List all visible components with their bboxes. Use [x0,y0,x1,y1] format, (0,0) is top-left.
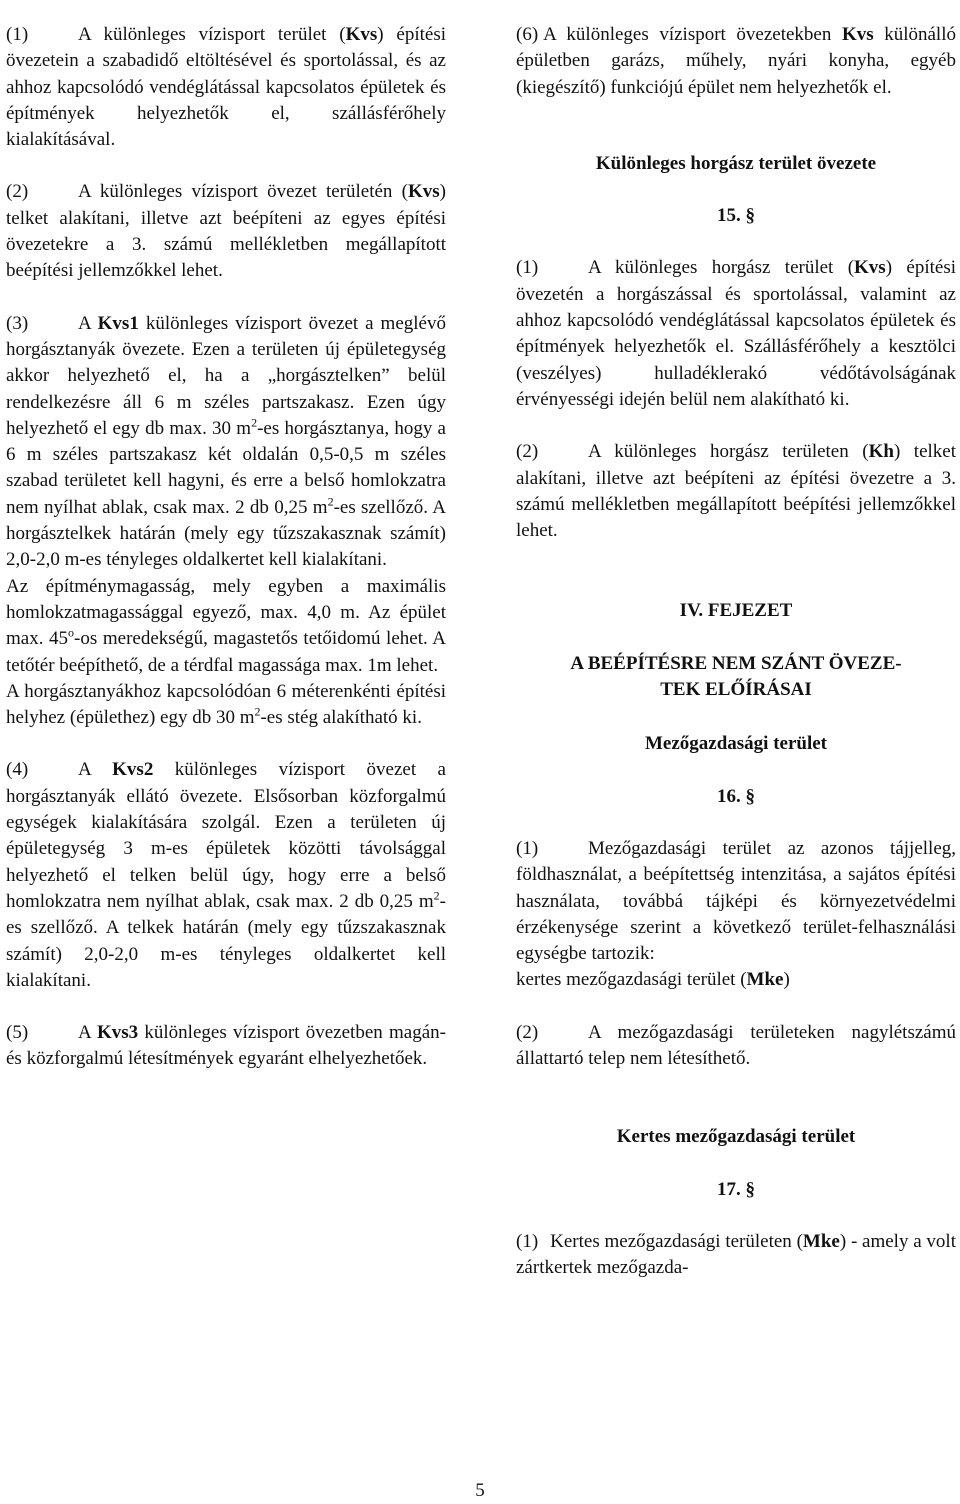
zone-code: Kvs1 [97,312,139,334]
paragraph-3: (3) A Kvs1 különleges vízisport övezet a meglévő horgásztanyák övezete. Ezen a területen új épületegység akkor helyezhető el, ha a „horgásztelken” belül rendelkezésre áll 6 m széles partszakasz. Ezen úgy helyezhető el egy db max. 30 $m^2-es$ horgásztanya, hogy a 6 m széles partszakasz két oldalán 0,5-0,5 m széles szabad területet kell hagyni, és erre a belső homlokzatra nem nyílhat ablak, csak max. 2 db 0,25 $m^2-es$ szellőző. A horgásztelkek határán (mely egy tűzszakasznak számít) 2,0-2,0 m-es tényleges oldalkertet kell kialakítani. [6,312,446,571]
section-number-15: 15. § [717,205,755,227]
page-number: 5 [475,1480,485,1501]
chapter-title-line-2: TEK ELŐÍRÁSAI [660,679,812,701]
zone-code: Kvs [407,181,440,203]
section-heading-horgasz: Különleges horgász terület övezete [595,152,877,174]
paragraph-1: (1) A különleges vízisport terület (Kvs) építési övezetein a szabadidő eltöltésével és sportolással, és az ahhoz kapcsolódó vendéglátással kapcsolatos épületek és építmények helyezhetők el, szállásférőhely kialakításával. [6,24,446,151]
zone-code: Kvs3 [96,1022,139,1044]
paragraph-number: (1) [516,257,539,279]
paragraph-3-jetty: A horgásztanyákhoz kapcsolódóan 6 méterenkénti építési helyhez (épülethez) egy db 30 $m^2-es$ stég alakítható ki. [6,680,446,729]
paragraph-number: (4) [6,759,29,781]
paragraph-number: (2) [516,441,539,463]
chapter-number: IV. FEJEZET [679,600,793,622]
paragraph-number: (1) [516,837,539,859]
paragraph-3-height: Az építménymagasság, mely egyben a maximális homlokzatmagassággal egyező, max. 4,0 m. Az épület max. 45$^o$-os meredekségű, magastetős tetőidomú lehet. A tetőtér beépíthető, de a térdfal magassága max. 1m lehet. [6,575,446,676]
horgasz-paragraph-2: (2) A különleges horgász területen (Kh) telket alakítani, illetve azt beépíteni az építési övezetre a 3. számú mellékletben megállapított beépítési jellemzőkkel lehet. [516,441,956,542]
mezo-paragraph-2: (2) A mezőgazdasági területeken nagylétszámú állattartó telep nem létesíthető. [516,1021,956,1070]
mezo-paragraph-1-unit: kertes mezőgazdasági terület (Mke) [516,969,790,991]
paragraph-number: (2) [516,1021,539,1043]
paragraph-number: (1) [6,24,29,45]
zone-code: Kvs2 [112,759,154,781]
paragraph-number: (6) [516,24,539,45]
zone-code: Mke [746,969,784,991]
paragraph-4: (4) A Kvs2 különleges vízisport övezet a horgásztanyák ellátó övezete. Elsősorban közforgalmú egységek kialakítására szolgál. Ezen a területen új épületegység 3 m-es épületek közötti távolsággal helyezhető el telken belül úgy, hogy erre a belső homlokzatra nem nyílhat ablak, csak max. 2 db 0,25 $m^2-es$ szellőző. A telkek határán (mely egy tűzszakasznak számít) 2,0-2,0 m-es tényleges oldalkertet kell kialakítani. [6,759,446,991]
paragraph-number: (1) [516,1230,539,1252]
section-number-17: 17. § [717,1178,755,1200]
zone-code: Mke [802,1230,840,1252]
kertes-paragraph-1: (1) Kertes mezőgazdasági területen (Mke) - amely a volt zártkertek mezőgazda- [516,1230,956,1279]
zone-code: Kvs [345,24,378,45]
paragraph-5: (5) A Kvs3 különleges vízisport övezetben magán- és közforgalmú létesítmények egyaránt elhelyezhetőek. [6,1022,446,1070]
right-column [516,22,956,1282]
zone-code: Kh [868,441,894,463]
zone-code: Kvs [854,257,886,279]
chapter-title-line-1: A BEÉPÍTÉSRE NEM SZÁNT ÖVEZE- [570,652,902,674]
section-heading-mezo: Mezőgazdasági terület [644,733,828,755]
paragraph-number: (3) [6,312,29,334]
horgasz-paragraph-1: (1) A különleges horgász terület (Kvs) építési övezetén a horgászással és sportolással, valamint az ahhoz kapcsolódó vendéglátással kapcsolatos épületek és építmények helyezhetők el. Szállásférőhely a kesztölci (veszélyes) hulladéklerakó védőtávolságának érvényességi idején belül nem alakítható ki. [516,257,956,410]
paragraph-number: (2) [6,181,29,203]
mezo-paragraph-1: (1) Mezőgazdasági terület az azonos tájjelleg, földhasználat, a beépítettség intenzitása, a sajátos építési használata, továbbá tájképi és környezetvédelmi érzékenysége szerint a következő terület-felhasználási egységbe tartozik: [516,837,956,965]
left-column [6,22,446,1099]
paragraph-number: (5) [6,1022,29,1044]
paragraph-2: (2) A különleges vízisport övezet területén (Kvs) telket alakítani, illetve azt beépíteni az egyes építési övezetekre a 3. számú mellékletben megállapított beépítési jellemzőkkel lehet. [6,181,446,282]
section-number-16: 16. § [717,785,755,807]
section-heading-kertes: Kertes mezőgazdasági terület [616,1126,856,1148]
zone-code: Kvs [841,24,874,45]
paragraph-6: (6) A különleges vízisport övezetekben Kvs különálló épületben garázs, műhely, nyári konyha, egyéb (kiegészítő) funkciójú épület nem helyezhetők el. [516,24,956,98]
